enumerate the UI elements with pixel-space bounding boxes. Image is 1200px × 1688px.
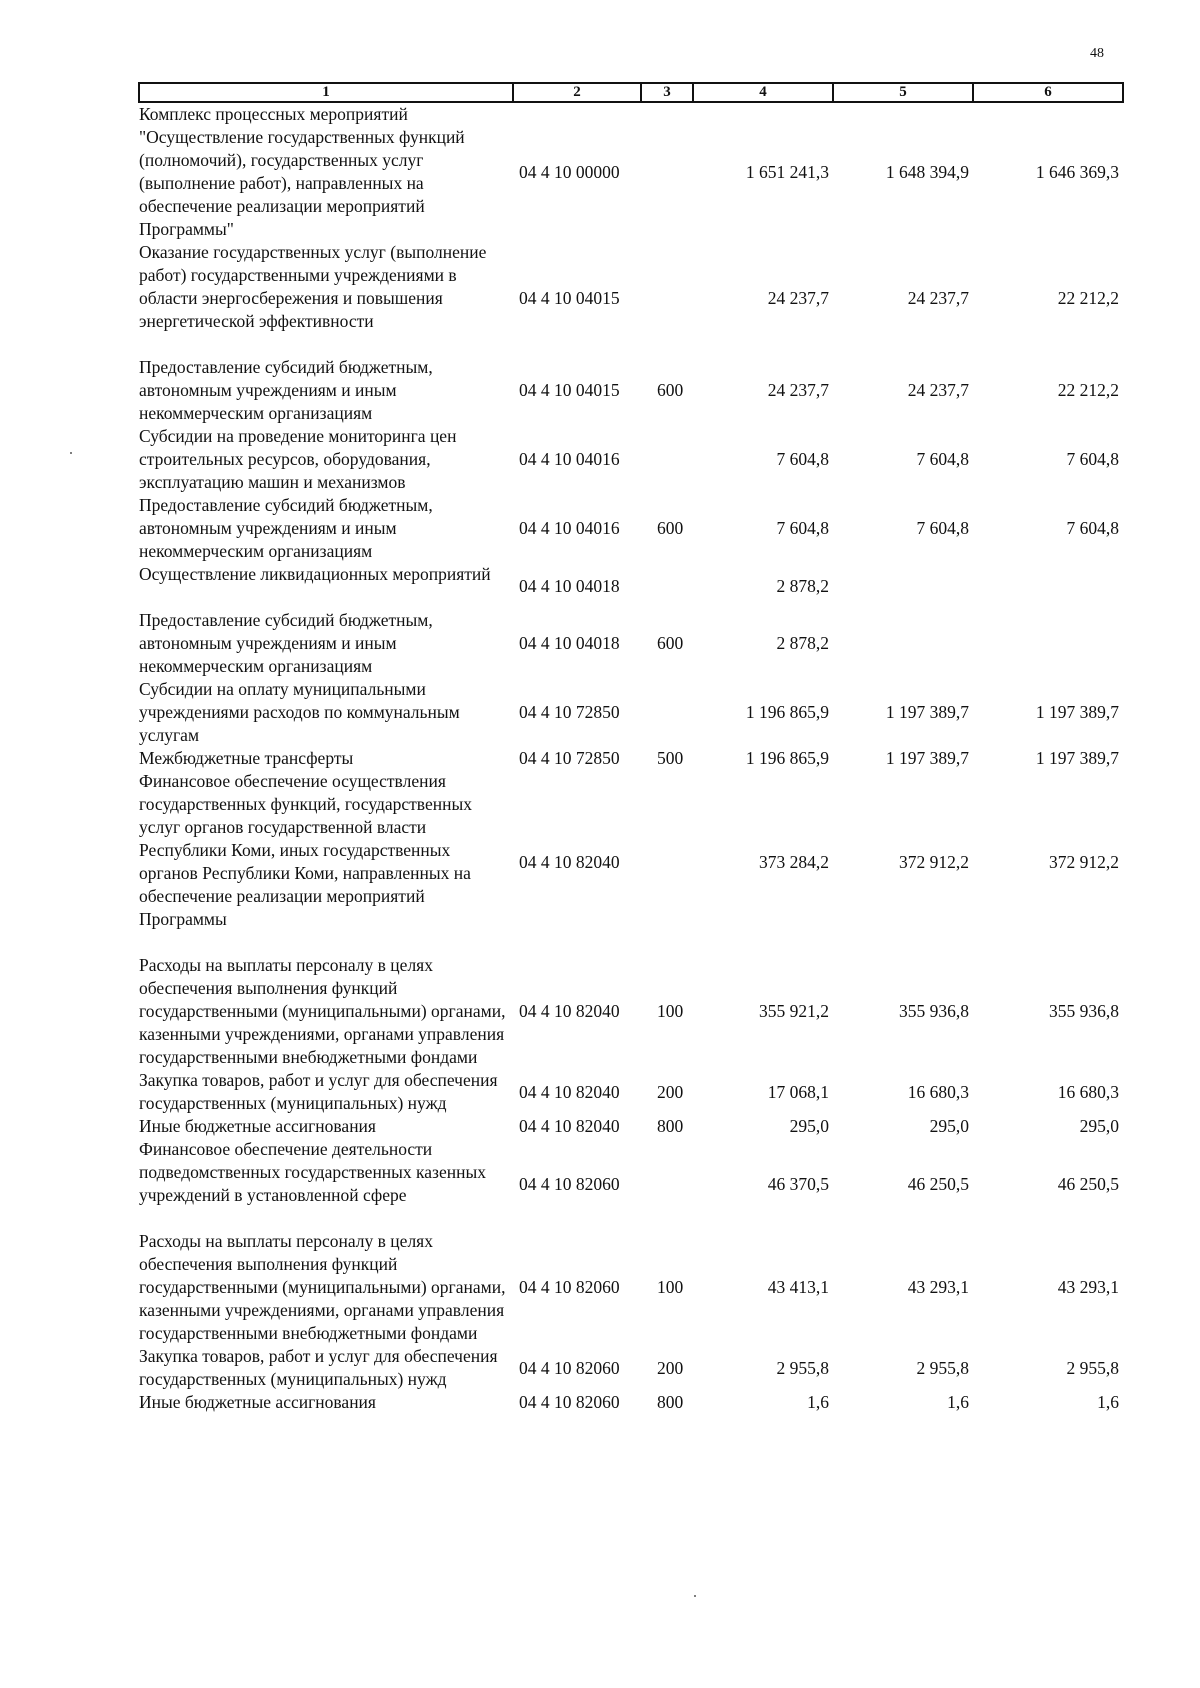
amount-col6: 2 955,8	[1066, 1357, 1119, 1378]
amount-col6: 372 912,2	[1049, 851, 1119, 872]
amount-col4: 46 370,5	[767, 1173, 829, 1194]
table-row	[139, 1345, 1123, 1391]
amount-col4: 24 237,7	[767, 380, 829, 400]
table-body	[139, 102, 1123, 1414]
scan-speck	[694, 1595, 696, 1597]
target-code: 04 4 10 82060	[519, 1173, 620, 1194]
amount-col6: 43 293,1	[1057, 1277, 1119, 1297]
row-name: Иные бюджетные ассигнования	[139, 1116, 376, 1136]
expense-type: 500	[657, 748, 684, 768]
amount-col6: 22 212,2	[1057, 288, 1119, 308]
row-name: Субсидии на проведение мониторинга цен строительных ресурсов, оборудования, эксплуатацию машин и механизмов	[139, 426, 457, 492]
expense-type	[641, 770, 693, 954]
row-name: Предоставление субсидий бюджетным, автономным учреждениям и иным некоммерческим организациям	[139, 495, 433, 561]
row-name: Оказание государственных услуг (выполнение работ) государственными учреждениями в области энергосбережения и повышения энергетической эффективности	[139, 242, 487, 331]
amount-col5: 24 237,7	[907, 288, 969, 308]
expense-type: 100	[657, 1001, 684, 1021]
amount-col6: 1,6	[1097, 1392, 1119, 1412]
target-code: 04 4 10 04015	[519, 288, 620, 308]
expense-type: 100	[657, 1277, 684, 1297]
expense-type	[641, 563, 693, 609]
target-code: 04 4 10 04018	[519, 575, 620, 596]
row-name: Иные бюджетные ассигнования	[139, 1392, 376, 1412]
amount-col5	[833, 563, 973, 609]
target-code: 04 4 10 72850	[519, 702, 620, 722]
table-row	[139, 678, 1123, 747]
amount-col5: 355 936,8	[899, 1001, 969, 1021]
amount-col4: 17 068,1	[767, 1081, 829, 1102]
table-row	[139, 241, 1123, 356]
expense-type: 600	[657, 380, 684, 400]
table-row	[139, 609, 1123, 678]
expense-type: 800	[657, 1116, 684, 1136]
amount-col6	[973, 609, 1123, 678]
amount-col4: 1 651 241,3	[745, 161, 829, 182]
row-name: Расходы на выплаты персоналу в целях обеспечения выполнения функций государственными (муниципальными) органами, казенными учреждениями, органами управления государственными внебюджетными фондами	[139, 1231, 506, 1343]
amount-col5: 1 648 394,9	[885, 161, 969, 182]
amount-col6: 22 212,2	[1057, 380, 1119, 400]
row-name: Субсидии на оплату муниципальными учреждениями расходов по коммунальным услугам	[139, 679, 460, 745]
amount-col5	[833, 609, 973, 678]
table-row	[139, 356, 1123, 425]
amount-col4: 2 878,2	[776, 575, 829, 596]
target-code: 04 4 10 04015	[519, 380, 620, 400]
amount-col4: 1 196 865,9	[745, 748, 829, 768]
amount-col6: 7 604,8	[1066, 518, 1119, 538]
expense-type: 800	[657, 1392, 684, 1412]
header-row	[139, 83, 1123, 102]
row-name: Финансовое обеспечение осуществления государственных функций, государственных услуг органов государственной власти Республики Коми, иных государственных органов Республики Коми, направленных на обеспечение реализации мероприятий Программы	[139, 771, 472, 929]
scan-speck	[70, 452, 72, 454]
column-header-2: 2	[513, 83, 641, 102]
column-header-4: 4	[693, 83, 833, 102]
table-row	[139, 1069, 1123, 1115]
target-code: 04 4 10 72850	[519, 748, 620, 768]
row-name: Предоставление субсидий бюджетным, автономным учреждениям и иным некоммерческим организациям	[139, 610, 433, 676]
amount-col4: 7 604,8	[776, 518, 829, 538]
row-name: Финансовое обеспечение деятельности подведомственных государственных казенных учреждений в установленной сфере	[139, 1139, 486, 1205]
table-row	[139, 954, 1123, 1069]
amount-col5: 2 955,8	[916, 1357, 969, 1378]
amount-col5: 1,6	[947, 1392, 969, 1412]
table-row	[139, 1115, 1123, 1138]
amount-col6: 295,0	[1079, 1116, 1119, 1136]
budget-table	[138, 82, 1124, 1414]
row-name: Осуществление ликвидационных мероприятий	[139, 564, 491, 584]
target-code: 04 4 10 04018	[519, 633, 620, 653]
amount-col6: 16 680,3	[1057, 1081, 1119, 1102]
table-header	[139, 83, 1123, 102]
target-code: 04 4 10 00000	[519, 161, 620, 182]
target-code: 04 4 10 04016	[519, 518, 620, 538]
target-code: 04 4 10 82060	[519, 1357, 620, 1378]
table-row	[139, 747, 1123, 770]
amount-col5: 7 604,8	[916, 449, 969, 469]
amount-col6: 355 936,8	[1049, 1001, 1119, 1021]
amount-col5: 43 293,1	[907, 1277, 969, 1297]
amount-col4: 24 237,7	[767, 288, 829, 308]
amount-col4: 355 921,2	[759, 1001, 829, 1021]
table-row	[139, 425, 1123, 494]
target-code: 04 4 10 82040	[519, 851, 620, 872]
amount-col5: 1 197 389,7	[885, 702, 969, 722]
amount-col4: 2 878,2	[776, 633, 829, 653]
amount-col5: 16 680,3	[907, 1081, 969, 1102]
amount-col5: 295,0	[929, 1116, 969, 1136]
expense-type: 600	[657, 633, 684, 653]
row-name: Межбюджетные трансферты	[139, 748, 354, 768]
column-header-5: 5	[833, 83, 973, 102]
target-code: 04 4 10 82060	[519, 1392, 620, 1412]
expense-type	[641, 425, 693, 494]
amount-col4: 43 413,1	[767, 1277, 829, 1297]
expense-type	[641, 241, 693, 356]
table-row	[139, 1230, 1123, 1345]
amount-col5: 46 250,5	[907, 1173, 969, 1194]
column-header-3: 3	[641, 83, 693, 102]
row-name: Расходы на выплаты персоналу в целях обеспечения выполнения функций государственными (муниципальными) органами, казенными учреждениями, органами управления государственными внебюджетными фондами	[139, 955, 506, 1067]
amount-col4: 2 955,8	[776, 1357, 829, 1378]
amount-col4: 1,6	[807, 1392, 829, 1412]
page-number: 48	[1090, 46, 1104, 61]
amount-col6: 1 197 389,7	[1035, 702, 1119, 722]
amount-col6: 7 604,8	[1066, 449, 1119, 469]
expense-type	[641, 1138, 693, 1230]
table-row	[139, 770, 1123, 954]
amount-col6: 1 646 369,3	[1035, 161, 1119, 182]
amount-col5: 1 197 389,7	[885, 748, 969, 768]
column-header-6: 6	[973, 83, 1123, 102]
table-row	[139, 563, 1123, 609]
target-code: 04 4 10 82040	[519, 1116, 620, 1136]
amount-col6: 46 250,5	[1057, 1173, 1119, 1194]
amount-col4: 295,0	[789, 1116, 829, 1136]
expense-type: 200	[657, 1357, 684, 1378]
column-header-1: 1	[139, 83, 513, 102]
expense-type: 200	[657, 1081, 684, 1102]
amount-col4: 373 284,2	[759, 851, 829, 872]
table-row	[139, 494, 1123, 563]
amount-col6: 1 197 389,7	[1035, 748, 1119, 768]
expense-type	[641, 102, 693, 241]
target-code: 04 4 10 82040	[519, 1001, 620, 1021]
amount-col6	[973, 563, 1123, 609]
amount-col4: 1 196 865,9	[745, 702, 829, 722]
row-name: Предоставление субсидий бюджетным, автономным учреждениям и иным некоммерческим организациям	[139, 357, 433, 423]
expense-type: 600	[657, 518, 684, 538]
amount-col5: 24 237,7	[907, 380, 969, 400]
table-row	[139, 102, 1123, 241]
row-name: Закупка товаров, работ и услуг для обеспечения государственных (муниципальных) нужд	[139, 1346, 498, 1389]
target-code: 04 4 10 04016	[519, 449, 620, 469]
amount-col5: 7 604,8	[916, 518, 969, 538]
table-row	[139, 1138, 1123, 1230]
target-code: 04 4 10 82040	[519, 1081, 620, 1102]
expense-type	[641, 678, 693, 747]
table-row	[139, 1391, 1123, 1414]
target-code: 04 4 10 82060	[519, 1277, 620, 1297]
row-name: Комплекс процессных мероприятий "Осуществление государственных функций (полномочий), государственных услуг (выполнение работ), направленных на обеспечение реализации мероприятий Программы"	[139, 104, 465, 239]
amount-col4: 7 604,8	[776, 449, 829, 469]
row-name: Закупка товаров, работ и услуг для обеспечения государственных (муниципальных) нужд	[139, 1070, 498, 1113]
amount-col5: 372 912,2	[899, 851, 969, 872]
